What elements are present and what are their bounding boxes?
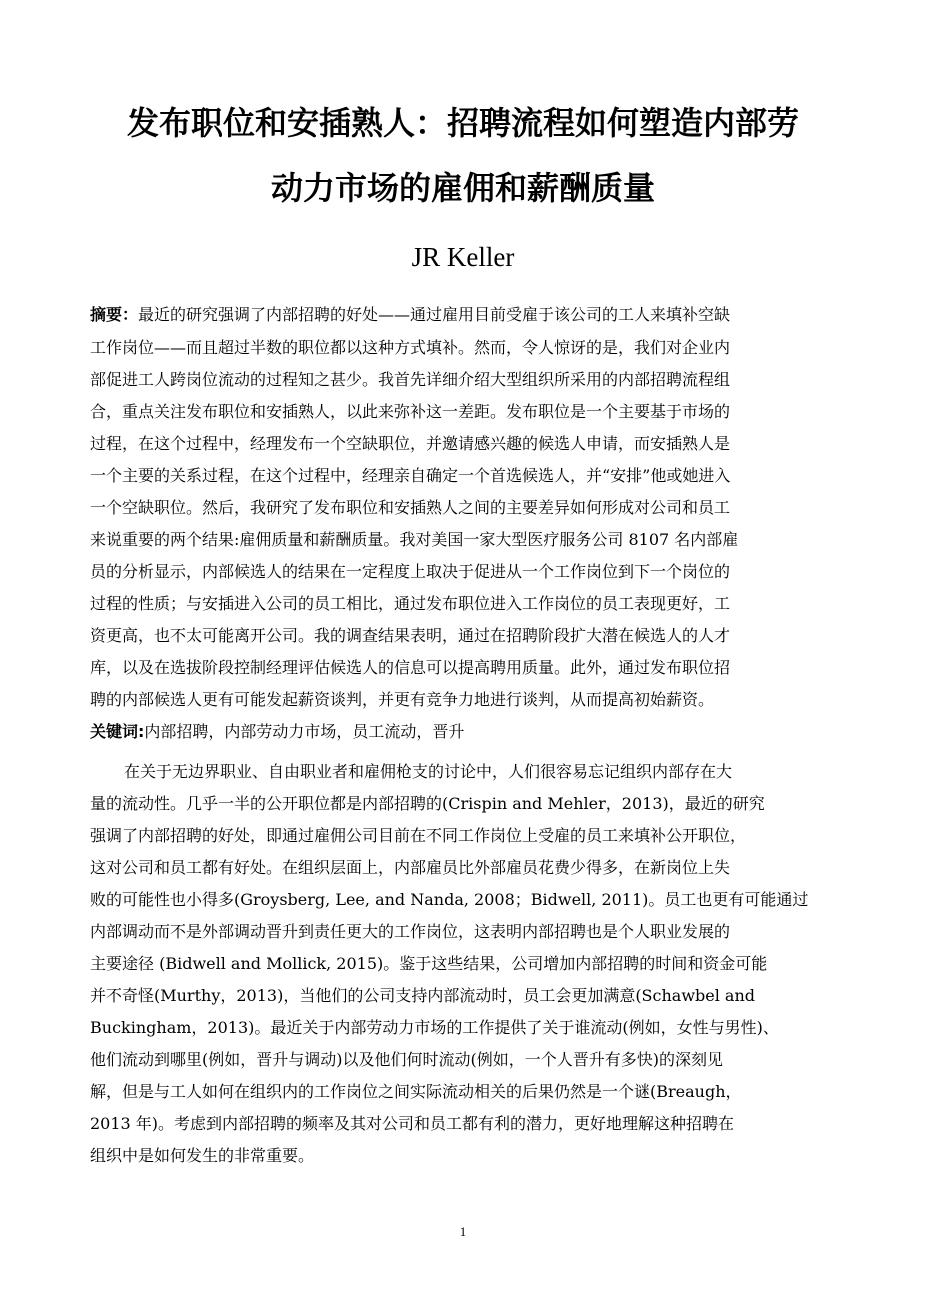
body-line: 败的可能性也小得多(Groysberg, Lee, and Nanda, 2008；Bidwell, 2011)。员工也更有可能通过	[90, 890, 809, 909]
body-line: 他们流动到哪里(例如，晋升与调动)以及他们何时流动(例如，一个人晋升有多快)的深刻见	[90, 1050, 723, 1069]
keywords-label: 关键词:	[90, 722, 145, 741]
body-line: 解，但是与工人如何在组织内的工作岗位之间实际流动相关的后果仍然是一个谜(Breaugh，	[90, 1082, 742, 1101]
author-name: JR Keller	[411, 242, 515, 272]
abstract-line: 合，重点关注发布职位和安插熟人，以此来弥补这一差距。发布职位是一个主要基于市场的	[90, 402, 731, 421]
body-line: 强调了内部招聘的好处，即通过雇佣公司目前在不同工作岗位上受雇的员工来填补公开职位，	[90, 826, 747, 845]
body-line: 2013 年)。考虑到内部招聘的频率及其对公司和员工都有利的潜力，更好地理解这种招聘在	[90, 1114, 735, 1133]
body-line: 内部调动而不是外部调动晋升到责任更大的工作岗位，这表明内部招聘也是个人职业发展的	[90, 922, 731, 941]
paper-title-line-2: 动力市场的雇佣和薪酬质量	[270, 169, 655, 207]
abstract-line: 来说重要的两个结果:雇佣质量和薪酬质量。我对美国一家大型医疗服务公司 8107 名内部雇	[90, 530, 739, 549]
body-line: 量的流动性。几乎一半的公开职位都是内部招聘的(Crispin and Mehler，2013)，最近的研究	[90, 794, 765, 813]
body-line: 组织中是如何发生的非常重要。	[90, 1146, 315, 1165]
abstract-text: 最近的研究强调了内部招聘的好处——通过雇用目前受雇于该公司的工人来填补空缺	[138, 305, 731, 324]
abstract-line: 部促进工人跨岗位流动的过程知之甚少。我首先详细介绍大型组织所采用的内部招聘流程组	[90, 370, 731, 389]
abstract-line: 工作岗位——而且超过半数的职位都以这种方式填补。然而，令人惊讶的是，我们对企业内	[90, 338, 731, 357]
body-line: 并不奇怪(Murthy，2013)，当他们的公司支持内部流动时，员工会更加满意(Schawbel and	[90, 986, 756, 1005]
body-line: 主要途径 (Bidwell and Mollick, 2015)。鉴于这些结果，公司增加内部招聘的时间和资金可能	[90, 954, 768, 973]
abstract-line: 聘的内部候选人更有可能发起薪资谈判，并更有竞争力地进行谈判，从而提高初始薪资。	[90, 690, 715, 709]
abstract-line: 过程，在这个过程中，经理发布一个空缺职位，并邀请感兴趣的候选人申请，而安插熟人是	[90, 434, 731, 453]
abstract-line: 过程的性质；与安插进入公司的员工相比，通过发布职位进入工作岗位的员工表现更好，工	[90, 594, 731, 613]
keywords-line	[90, 721, 838, 743]
abstract-line: 一个空缺职位。然后，我研究了发布职位和安插熟人之间的主要差异如何形成对公司和员工	[90, 498, 731, 517]
abstract-line: 库，以及在选拔阶段控制经理评估候选人的信息可以提高聘用质量。此外，通过发布职位招	[90, 658, 731, 677]
paper-title-line-1: 发布职位和安插熟人：招聘流程如何塑造内部劳	[126, 104, 799, 142]
abstract-label: 摘要：	[90, 305, 139, 324]
body-line: 这对公司和员工都有好处。在组织层面上，内部雇员比外部雇员花费少得多，在新岗位上失	[90, 858, 731, 877]
body-line: Buckingham，2013)。最近关于内部劳动力市场的工作提供了关于谁流动(例如，女性与男性)、	[90, 1018, 779, 1037]
body-line: 在关于无边界职业、自由职业者和雇佣枪支的讨论中，人们很容易忘记组织内部存在大	[124, 762, 733, 781]
abstract-line: 员的分析显示，内部候选人的结果在一定程度上取决于促进从一个工作岗位到下一个岗位的	[90, 562, 731, 581]
abstract-line: 一个主要的关系过程，在这个过程中，经理亲自确定一个首选候选人，并“安排”他或她进入	[90, 466, 731, 485]
abstract-line-1	[90, 304, 838, 326]
keywords-text: 内部招聘，内部劳动力市场，员工流动，晋升	[144, 722, 465, 741]
page-number: 1	[459, 1224, 467, 1239]
abstract-line: 资更高，也不太可能离开公司。我的调查结果表明，通过在招聘阶段扩大潜在候选人的人才	[90, 626, 731, 645]
